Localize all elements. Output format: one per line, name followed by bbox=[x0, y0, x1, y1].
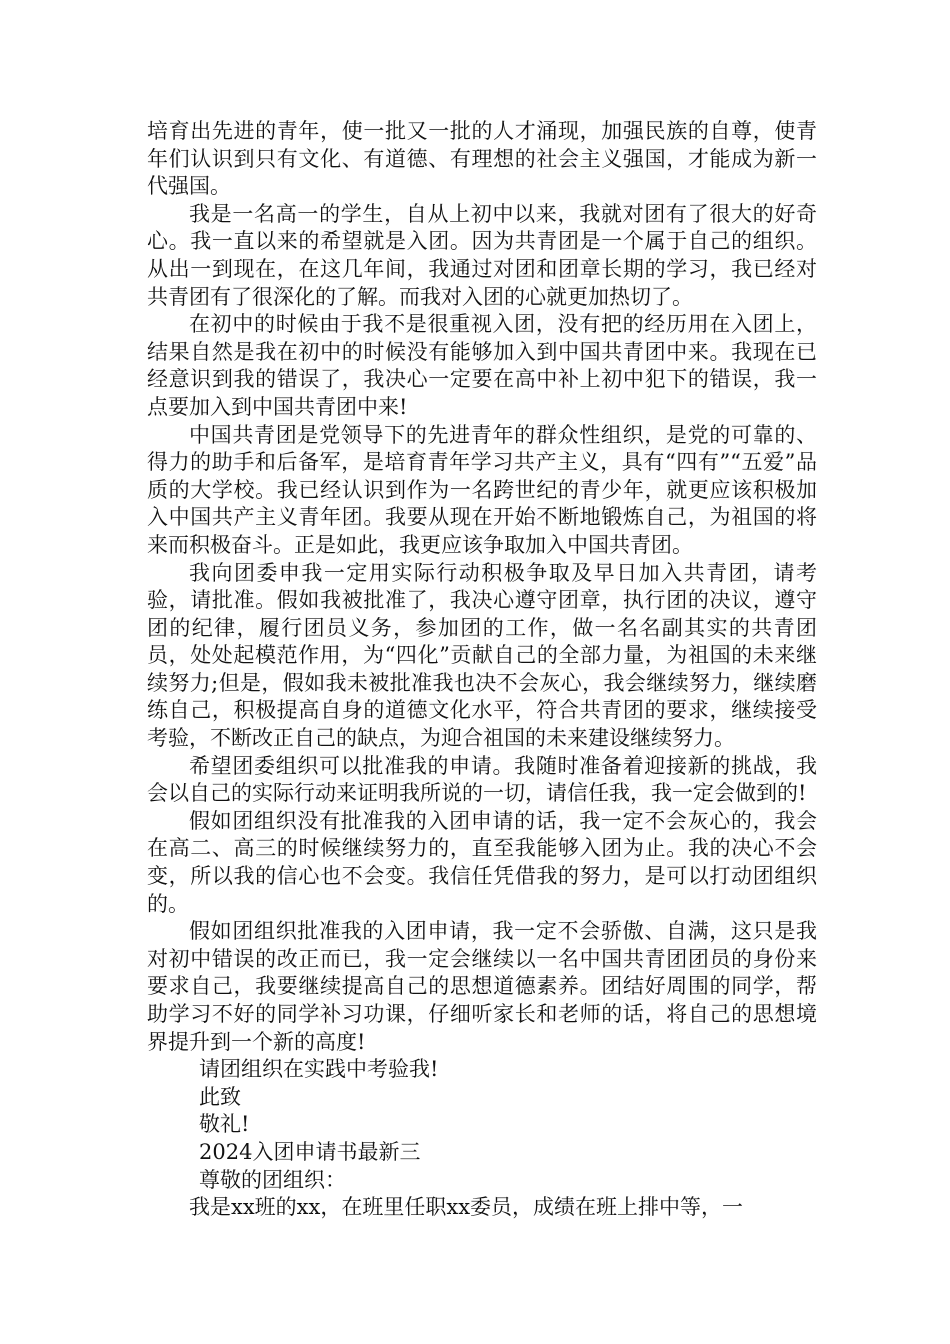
closing-request: 请团组织在实践中考验我! bbox=[199, 1057, 439, 1082]
closing-respect: 敬礼! bbox=[199, 1112, 250, 1137]
section-opening-line: 我是xx班的xx，在班里任职xx委员，成绩在班上排中等，一 bbox=[189, 1195, 744, 1220]
paragraph-4: 中国共青团是党领导下的先进青年的群众性组织，是党的可靠的、得力的助手和后备军，是培育青年学习共产主义，具有“四有”“五爱”品质的大学校。我已经认识到作为一名跨世纪的青少年，就更应该积极加入中国共产主义青年团。我要从现在开始不断地锻炼自己，为祖国的将来而积极奋斗。正是如此，我更应该争取加入中国共青团。 bbox=[147, 422, 817, 557]
paragraph-8: 假如团组织批准我的入团申请，我一定不会骄傲、自满，这只是我对初中错误的改正而已，我一定会继续以一名中国共青团团员的身份来要求自己，我要继续提高自己的思想道德素养。团结好周围的同学，帮助学习不好的同学补习功课，仔细听家长和老师的话，将自己的思想境界提升到一个新的高度! bbox=[147, 919, 817, 1054]
paragraph-6: 希望团委组织可以批准我的申请。我随时准备着迎接新的挑战，我会以自己的实际行动来证明我所说的一切，请信任我，我一定会做到的! bbox=[147, 753, 817, 806]
section-greeting: 尊敬的团组织： bbox=[199, 1167, 346, 1192]
paragraph-2: 我是一名高一的学生，自从上初中以来，我就对团有了很大的好奇心。我一直以来的希望就是入团。因为共青团是一个属于自己的组织。从出一到现在，在这几年间，我通过对团和团章长期的学习，我已经对共青团有了很深化的了解。而我对入团的心就更加热切了。 bbox=[147, 201, 817, 309]
paragraph-7: 假如团组织没有批准我的入团申请的话，我一定不会灰心的，我会在高二、高三的时候继续努力的，直至我能够入团为止。我的决心不会变，所以我的信心也不会变。我信任凭借我的努力，是可以打动团组织的。 bbox=[147, 808, 817, 916]
paragraph-1: 培育出先进的青年，使一批又一批的人才涌现，加强民族的自尊，使青年们认识到只有文化、有道德、有理想的社会主义强国，才能成为新一代强国。 bbox=[147, 119, 817, 199]
section-title: 2024入团申请书最新三 bbox=[199, 1139, 421, 1164]
closing-salutation: 此致 bbox=[199, 1084, 241, 1109]
document-body bbox=[147, 118, 817, 1222]
paragraph-5: 我向团委申我一定用实际行动积极争取及早日加入共青团，请考验，请批准。假如我被批准了，我决心遵守团章，执行团的决议，遵守团的纪律，履行团员义务，参加团的工作，做一名名副其实的共青团员，处处起模范作用，为“四化”贡献自己的全部力量，为祖国的未来继续努力;但是，假如我未被批准我也决不会灰心，我会继续努力，继续磨练自己，积极提高自身的道德文化水平，符合共青团的要求，继续接受考验，不断改正自己的缺点，为迎合祖国的未来建设继续努力。 bbox=[147, 560, 817, 751]
paragraph-3: 在初中的时候由于我不是很重视入团，没有把的经历用在入团上，结果自然是我在初中的时候没有能够加入到中国共青团中来。我现在已经意识到我的错误了，我决心一定要在高中补上初中犯下的错误，我一点要加入到中国共青团中来! bbox=[147, 312, 817, 419]
